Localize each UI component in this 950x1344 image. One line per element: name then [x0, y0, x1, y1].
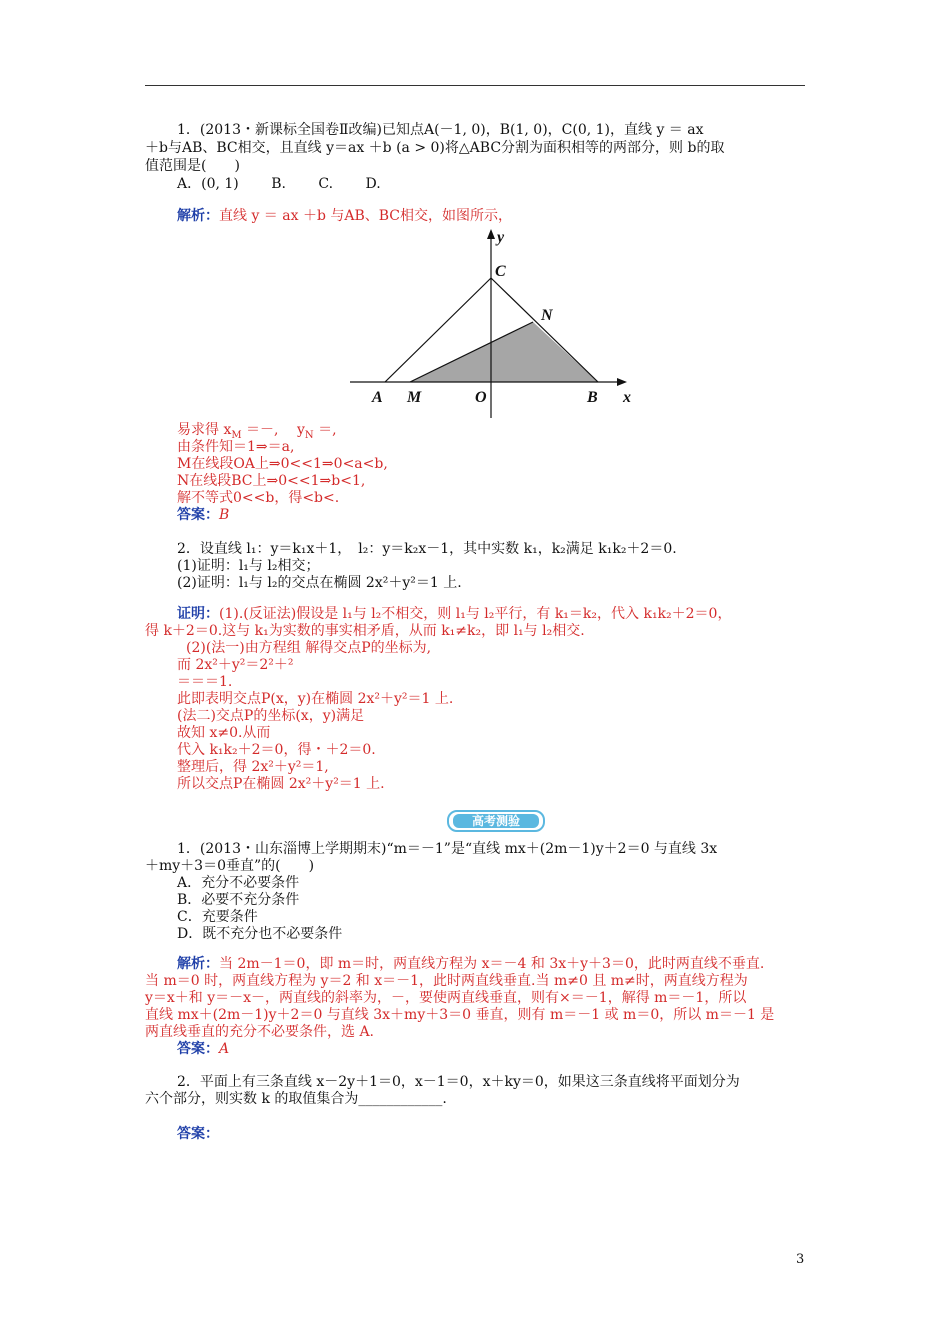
q2-proof-9: 整理后，得 2x²＋y²＝1, — [177, 759, 329, 775]
q2-line2: (1)证明：l₁与 l₂相交； — [177, 558, 320, 574]
shaded-region — [410, 322, 598, 382]
q2-line3: (2)证明：l₁与 l₂的交点在椭圆 2x²＋y²＝1 上. — [177, 575, 462, 591]
header-rule — [145, 85, 805, 86]
analysis-label: 解析： — [177, 208, 219, 224]
page-number: 3 — [796, 1252, 805, 1267]
label-c: C — [495, 263, 506, 280]
q3-analysis-0: 解析：当 2m－1＝0，即 m＝时，两直线方程为 x＝－4 和 3x＋y＋3＝0，此时两直线不垂直. — [177, 956, 765, 972]
q1-line1: 1．(2013・新课标全国卷Ⅱ改编)已知点A(－1, 0)，B(1, 0)，C(0, 1)，直线 y ＝ ax — [177, 122, 704, 138]
q1-options: A．(0, 1) B. C. D. — [177, 176, 381, 192]
label-b: B — [587, 389, 598, 406]
q1-sol-3: N在线段BC上⇒0<<1⇒b<1, — [177, 473, 366, 489]
q2-proof-5: 此即表明交点P(x，y)在椭圆 2x²＋y²＝1 上. — [177, 691, 454, 707]
q1-sol-1: 由条件知＝1⇒＝a, — [177, 439, 295, 455]
q2-proof-2: (2)(法一)由方程组 解得交点P的坐标为, — [186, 640, 432, 656]
banner-text: 高考测验 — [471, 814, 521, 828]
answer-label: 答案： — [177, 1041, 219, 1057]
y-axis-arrow — [487, 229, 495, 239]
answer-value: A — [219, 1041, 230, 1057]
q2-proof-3: 而 2x²＋y²＝2²＋² — [177, 657, 294, 673]
label-n: N — [541, 307, 553, 324]
q3-line2: ＋my＋3＝0垂直”的( ) — [145, 858, 315, 874]
answer-label: 答案： — [177, 507, 219, 523]
q1-answer — [177, 507, 229, 524]
q2-proof-8: 代入 k₁k₂＋2＝0，得・＋2＝0. — [177, 742, 376, 758]
q3-option-a: A．充分不必要条件 — [177, 875, 300, 891]
triangle-figure — [345, 225, 635, 425]
q2-proof-7: 故知 x≠0.从而 — [177, 725, 271, 741]
x-axis-arrow — [617, 378, 627, 386]
q4-line1: 2．平面上有三条直线 x－2y＋1＝0，x－1＝0，x＋ky＝0，如果这三条直线将平面划分为 — [177, 1074, 740, 1090]
q3-option-b: B．必要不充分条件 — [177, 892, 300, 908]
label-a: A — [372, 389, 383, 406]
q2-proof-1: 得 k＋2＝0.这与 k₁为实数的事实相矛盾，从而 k₁≠k₂，即 l₁与 l₂相交. — [145, 623, 585, 639]
q3-analysis-4: 两直线垂直的充分不必要条件，选 A. — [145, 1024, 375, 1040]
analysis-label: 解析： — [177, 956, 219, 972]
answer-value: B — [219, 507, 230, 523]
q3-answer — [177, 1041, 229, 1058]
q2-proof-4: ＝＝＝1. — [177, 674, 233, 690]
label-m: M — [407, 389, 422, 406]
q3-line1: 1．(2013・山东淄博上学期期末)“m＝－1”是“直线 mx＋(2m－1)y＋2＝0 与直线 3x — [177, 841, 718, 857]
q2-proof-0: 证明：(1).(反证法)假设是 l₁与 l₂不相交，则 l₁与 l₂平行，有 k₁＝k₂，代入 k₁k₂＋2＝0， — [177, 606, 732, 622]
answer-label: 答案： — [177, 1126, 219, 1142]
q1-sol-4: 解不等式0<<b，得<b<. — [177, 490, 340, 506]
q1-sol-2: M在线段OA上⇒0<<1⇒0<a<b, — [177, 456, 388, 472]
q4-line2: 六个部分，则实数 k 的取值集合为____________. — [145, 1091, 447, 1107]
q1-line3: 值范围是( ) — [145, 158, 240, 174]
q3-option-d: D．既不充分也不必要条件 — [177, 926, 343, 942]
q2-proof-6: (法二)交点P的坐标(x，y)满足 — [177, 708, 365, 724]
q1-line2: ＋b与AB、BC相交，且直线 y＝ax ＋b (a > 0)将△ABC分割为面积相等的两部分，则 b的取 — [145, 140, 725, 156]
label-x: x — [623, 389, 631, 406]
label-o: O — [475, 389, 487, 406]
q4-answer — [177, 1126, 219, 1143]
q2-proof-10: 所以交点P在椭圆 2x²＋y²＝1 上. — [177, 776, 385, 792]
q1-analysis — [177, 208, 512, 225]
label-y: y — [497, 229, 505, 246]
q3-analysis-2: y＝x＋和 y＝－x－，两直线的斜率为，－，要使两直线垂直，则有×＝－1，解得 m＝－1，所以 — [145, 990, 747, 1006]
q2-line1: 2．设直线 l₁：y＝k₁x＋1， l₂：y＝k₂x－1，其中实数 k₁，k₂满足 k₁k₂＋2＝0. — [177, 541, 677, 557]
q1-sol-0: 易求得 $x_M$ ＝－, $y_N$ ＝, — [177, 422, 337, 441]
analysis-text: 直线 y ＝ ax ＋b 与AB、BC相交，如图所示， — [219, 208, 513, 224]
q3-analysis-3: 直线 mx＋(2m－1)y＋2＝0 与直线 3x＋my＋3＝0 垂直，则有 m＝－1 或 m＝0，所以 m＝－1 是 — [145, 1007, 775, 1023]
q3-option-c: C．充要条件 — [177, 909, 258, 925]
q3-analysis-1: 当 m＝0 时，两直线方程为 y＝2 和 x＝－1，此时两直线垂直.当 m≠0 且 m≠时，两直线方程为 — [145, 973, 748, 989]
proof-label: 证明： — [177, 606, 219, 622]
section-banner — [447, 809, 545, 833]
